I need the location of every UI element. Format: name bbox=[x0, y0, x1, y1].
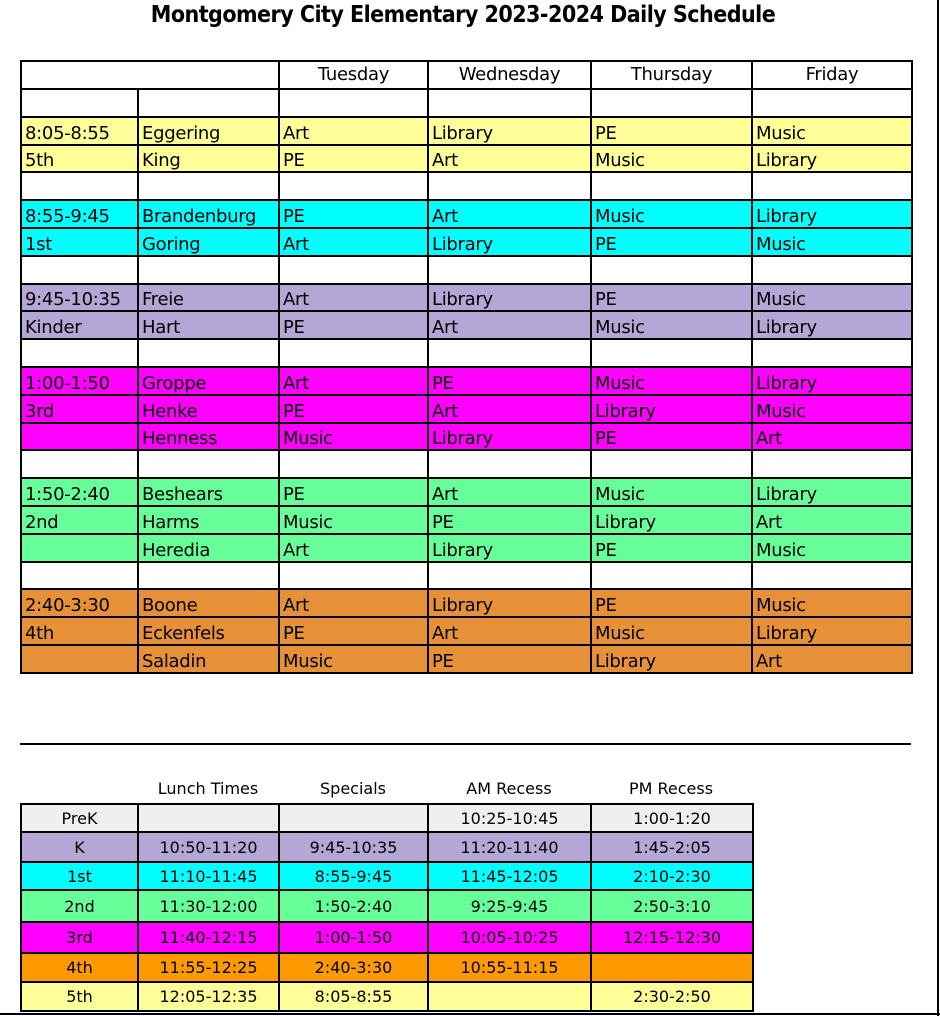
specials-time-cell: 1:00-1:50 bbox=[279, 922, 428, 953]
thursday-cell: Library bbox=[591, 645, 752, 673]
lunch-time-cell: 11:55-12:25 bbox=[138, 953, 279, 982]
thursday-cell: Music bbox=[591, 367, 752, 395]
wednesday-cell bbox=[428, 172, 591, 200]
am-recess-cell: 11:45-12:05 bbox=[428, 862, 591, 890]
header-specials: Specials bbox=[320, 779, 386, 798]
schedule-row bbox=[21, 506, 912, 534]
wednesday-cell bbox=[428, 450, 591, 478]
time-grade-cell: 8:05-8:55 bbox=[21, 117, 138, 145]
header-wednesday: Wednesday bbox=[428, 61, 591, 89]
schedule-row bbox=[21, 423, 912, 451]
time-grade-cell: 8:55-9:45 bbox=[21, 200, 138, 228]
specials-time-cell: 8:05-8:55 bbox=[279, 982, 428, 1011]
spacer-row bbox=[21, 562, 912, 590]
friday-cell: Art bbox=[752, 506, 912, 534]
schedule-row bbox=[21, 478, 912, 506]
thursday-cell: Library bbox=[591, 506, 752, 534]
grade-times-table bbox=[20, 803, 754, 1012]
grade-times-row bbox=[21, 832, 753, 862]
friday-cell bbox=[752, 172, 912, 200]
teacher-cell bbox=[138, 339, 279, 367]
friday-cell: Art bbox=[752, 645, 912, 673]
thursday-cell bbox=[591, 89, 752, 117]
spacer-row bbox=[21, 89, 912, 117]
schedule-row bbox=[21, 117, 912, 145]
thursday-cell bbox=[591, 450, 752, 478]
teacher-cell bbox=[138, 450, 279, 478]
time-grade-cell: 1:00-1:50 bbox=[21, 367, 138, 395]
schedule-row bbox=[21, 200, 912, 228]
schedule-row bbox=[21, 228, 912, 256]
thursday-cell: PE bbox=[591, 534, 752, 562]
tuesday-cell: Music bbox=[279, 423, 428, 451]
thursday-cell bbox=[591, 256, 752, 284]
wednesday-cell: Art bbox=[428, 478, 591, 506]
teacher-cell: Hart bbox=[138, 311, 279, 339]
specials-time-cell: 1:50-2:40 bbox=[279, 890, 428, 922]
spacer-row bbox=[21, 256, 912, 284]
thursday-cell: Music bbox=[591, 478, 752, 506]
tuesday-cell: Music bbox=[279, 506, 428, 534]
grade-cell: 2nd bbox=[21, 890, 138, 922]
wednesday-cell: Art bbox=[428, 395, 591, 423]
thursday-cell bbox=[591, 339, 752, 367]
header-friday: Friday bbox=[752, 61, 912, 89]
thursday-cell bbox=[591, 562, 752, 590]
schedule-row bbox=[21, 395, 912, 423]
time-grade-cell: 2nd bbox=[21, 506, 138, 534]
schedule-row bbox=[21, 589, 912, 617]
friday-cell: Library bbox=[752, 617, 912, 645]
am-recess-cell: 10:05-10:25 bbox=[428, 922, 591, 953]
thursday-cell: PE bbox=[591, 228, 752, 256]
friday-cell: Music bbox=[752, 589, 912, 617]
am-recess-cell: 11:20-11:40 bbox=[428, 832, 591, 862]
friday-cell bbox=[752, 256, 912, 284]
wednesday-cell: PE bbox=[428, 367, 591, 395]
teacher-cell bbox=[138, 562, 279, 590]
grade-times-row bbox=[21, 804, 753, 832]
tuesday-cell: Art bbox=[279, 284, 428, 312]
header-pm-recess: PM Recess bbox=[628, 779, 714, 798]
teacher-cell: Saladin bbox=[138, 645, 279, 673]
friday-cell: Library bbox=[752, 145, 912, 173]
tuesday-cell bbox=[279, 562, 428, 590]
page-border-bottom bbox=[0, 1013, 940, 1015]
thursday-cell: PE bbox=[591, 117, 752, 145]
teacher-cell bbox=[138, 172, 279, 200]
friday-cell: Library bbox=[752, 311, 912, 339]
friday-cell bbox=[752, 450, 912, 478]
tuesday-cell: PE bbox=[279, 311, 428, 339]
lunch-time-cell: 12:05-12:35 bbox=[138, 982, 279, 1011]
time-grade-cell: 1st bbox=[21, 228, 138, 256]
teacher-cell: Brandenburg bbox=[138, 200, 279, 228]
teacher-cell bbox=[138, 89, 279, 117]
tuesday-cell: PE bbox=[279, 395, 428, 423]
teacher-cell: Groppe bbox=[138, 367, 279, 395]
friday-cell bbox=[752, 562, 912, 590]
grade-cell: 4th bbox=[21, 953, 138, 982]
friday-cell: Music bbox=[752, 228, 912, 256]
teacher-cell: Beshears bbox=[138, 478, 279, 506]
wednesday-cell: Library bbox=[428, 228, 591, 256]
tuesday-cell bbox=[279, 256, 428, 284]
wednesday-cell: Library bbox=[428, 117, 591, 145]
wednesday-cell bbox=[428, 256, 591, 284]
am-recess-cell: 10:55-11:15 bbox=[428, 953, 591, 982]
friday-cell: Library bbox=[752, 200, 912, 228]
grade-times-row bbox=[21, 982, 753, 1011]
thursday-cell: Library bbox=[591, 395, 752, 423]
header-thursday: Thursday bbox=[591, 61, 752, 89]
tuesday-cell bbox=[279, 172, 428, 200]
teacher-cell: King bbox=[138, 145, 279, 173]
tuesday-cell bbox=[279, 339, 428, 367]
schedule-row bbox=[21, 645, 912, 673]
thursday-cell: Music bbox=[591, 145, 752, 173]
specials-time-cell: 2:40-3:30 bbox=[279, 953, 428, 982]
time-grade-cell: Kinder bbox=[21, 311, 138, 339]
lunch-time-cell bbox=[138, 804, 279, 832]
am-recess-cell bbox=[428, 982, 591, 1011]
wednesday-cell: Library bbox=[428, 534, 591, 562]
wednesday-cell bbox=[428, 562, 591, 590]
pm-recess-cell: 2:30-2:50 bbox=[591, 982, 753, 1011]
teacher-cell: Harms bbox=[138, 506, 279, 534]
teacher-cell bbox=[138, 256, 279, 284]
teacher-cell: Goring bbox=[138, 228, 279, 256]
wednesday-cell: PE bbox=[428, 506, 591, 534]
tuesday-cell: Art bbox=[279, 534, 428, 562]
weekly-specials-schedule-table bbox=[20, 60, 913, 674]
friday-cell: Music bbox=[752, 534, 912, 562]
time-grade-cell: 3rd bbox=[21, 395, 138, 423]
schedule-row bbox=[21, 284, 912, 312]
wednesday-cell: Library bbox=[428, 284, 591, 312]
wednesday-cell bbox=[428, 339, 591, 367]
grade-cell: 5th bbox=[21, 982, 138, 1011]
pm-recess-cell: 12:15-12:30 bbox=[591, 922, 753, 953]
grade-cell: K bbox=[21, 832, 138, 862]
friday-cell bbox=[752, 89, 912, 117]
thursday-cell: PE bbox=[591, 284, 752, 312]
spacer-row bbox=[21, 339, 912, 367]
thursday-cell: PE bbox=[591, 423, 752, 451]
grade-cell: 3rd bbox=[21, 922, 138, 953]
wednesday-cell: PE bbox=[428, 645, 591, 673]
grade-times-row bbox=[21, 922, 753, 953]
lunch-time-cell: 11:30-12:00 bbox=[138, 890, 279, 922]
schedule-row bbox=[21, 311, 912, 339]
tuesday-cell: Music bbox=[279, 645, 428, 673]
grade-cell: PreK bbox=[21, 804, 138, 832]
teacher-cell: Henness bbox=[138, 423, 279, 451]
time-grade-cell bbox=[21, 339, 138, 367]
tuesday-cell: Art bbox=[279, 367, 428, 395]
tuesday-cell: PE bbox=[279, 478, 428, 506]
teacher-cell: Freie bbox=[138, 284, 279, 312]
wednesday-cell: Library bbox=[428, 589, 591, 617]
lunch-time-cell: 11:10-11:45 bbox=[138, 862, 279, 890]
grade-times-row bbox=[21, 862, 753, 890]
time-grade-cell: 1:50-2:40 bbox=[21, 478, 138, 506]
teacher-cell: Heredia bbox=[138, 534, 279, 562]
spacer-row bbox=[21, 172, 912, 200]
schedule-row bbox=[21, 367, 912, 395]
teacher-cell: Eggering bbox=[138, 117, 279, 145]
friday-cell: Art bbox=[752, 423, 912, 451]
wednesday-cell: Art bbox=[428, 200, 591, 228]
time-grade-cell bbox=[21, 172, 138, 200]
header-corner-cell bbox=[21, 61, 279, 89]
header-tuesday: Tuesday bbox=[279, 61, 428, 89]
time-grade-cell bbox=[21, 423, 138, 451]
wednesday-cell: Art bbox=[428, 145, 591, 173]
tuesday-cell: PE bbox=[279, 145, 428, 173]
time-grade-cell: 4th bbox=[21, 617, 138, 645]
time-grade-cell bbox=[21, 645, 138, 673]
wednesday-cell: Library bbox=[428, 423, 591, 451]
pm-recess-cell: 1:45-2:05 bbox=[591, 832, 753, 862]
grade-cell: 1st bbox=[21, 862, 138, 890]
tuesday-cell: Art bbox=[279, 589, 428, 617]
lunch-time-cell: 10:50-11:20 bbox=[138, 832, 279, 862]
time-grade-cell: 5th bbox=[21, 145, 138, 173]
time-grade-cell bbox=[21, 534, 138, 562]
page-border-right bbox=[937, 0, 939, 1016]
pm-recess-cell: 2:10-2:30 bbox=[591, 862, 753, 890]
spacer-row bbox=[21, 450, 912, 478]
pm-recess-cell: 2:50-3:10 bbox=[591, 890, 753, 922]
tuesday-cell: Art bbox=[279, 117, 428, 145]
thursday-cell bbox=[591, 172, 752, 200]
am-recess-cell: 10:25-10:45 bbox=[428, 804, 591, 832]
section-divider bbox=[20, 743, 911, 745]
schedule-row bbox=[21, 145, 912, 173]
lunch-time-cell: 11:40-12:15 bbox=[138, 922, 279, 953]
thursday-cell: Music bbox=[591, 200, 752, 228]
friday-cell: Music bbox=[752, 284, 912, 312]
header-am-recess: AM Recess bbox=[466, 779, 552, 798]
schedule-header-row bbox=[21, 61, 912, 89]
tuesday-cell: PE bbox=[279, 617, 428, 645]
teacher-cell: Boone bbox=[138, 589, 279, 617]
time-grade-cell bbox=[21, 256, 138, 284]
wednesday-cell: Art bbox=[428, 311, 591, 339]
friday-cell: Music bbox=[752, 395, 912, 423]
grade-times-row bbox=[21, 953, 753, 982]
specials-time-cell bbox=[279, 804, 428, 832]
time-grade-cell bbox=[21, 562, 138, 590]
thursday-cell: PE bbox=[591, 589, 752, 617]
time-grade-cell bbox=[21, 89, 138, 117]
wednesday-cell: Art bbox=[428, 617, 591, 645]
header-lunch-times: Lunch Times bbox=[157, 779, 259, 798]
friday-cell: Music bbox=[752, 117, 912, 145]
friday-cell: Library bbox=[752, 478, 912, 506]
time-grade-cell: 9:45-10:35 bbox=[21, 284, 138, 312]
tuesday-cell bbox=[279, 89, 428, 117]
grade-times-row bbox=[21, 890, 753, 922]
pm-recess-cell: 1:00-1:20 bbox=[591, 804, 753, 832]
teacher-cell: Eckenfels bbox=[138, 617, 279, 645]
time-grade-cell: 2:40-3:30 bbox=[21, 589, 138, 617]
thursday-cell: Music bbox=[591, 617, 752, 645]
page-title: Montgomery City Elementary 2023-2024 Daily Schedule bbox=[150, 2, 776, 28]
schedule-row bbox=[21, 534, 912, 562]
specials-time-cell: 9:45-10:35 bbox=[279, 832, 428, 862]
tuesday-cell bbox=[279, 450, 428, 478]
wednesday-cell bbox=[428, 89, 591, 117]
teacher-cell: Henke bbox=[138, 395, 279, 423]
tuesday-cell: PE bbox=[279, 200, 428, 228]
pm-recess-cell bbox=[591, 953, 753, 982]
specials-time-cell: 8:55-9:45 bbox=[279, 862, 428, 890]
friday-cell: Library bbox=[752, 367, 912, 395]
schedule-row bbox=[21, 617, 912, 645]
friday-cell bbox=[752, 339, 912, 367]
tuesday-cell: Art bbox=[279, 228, 428, 256]
am-recess-cell: 9:25-9:45 bbox=[428, 890, 591, 922]
time-grade-cell bbox=[21, 450, 138, 478]
thursday-cell: Music bbox=[591, 311, 752, 339]
